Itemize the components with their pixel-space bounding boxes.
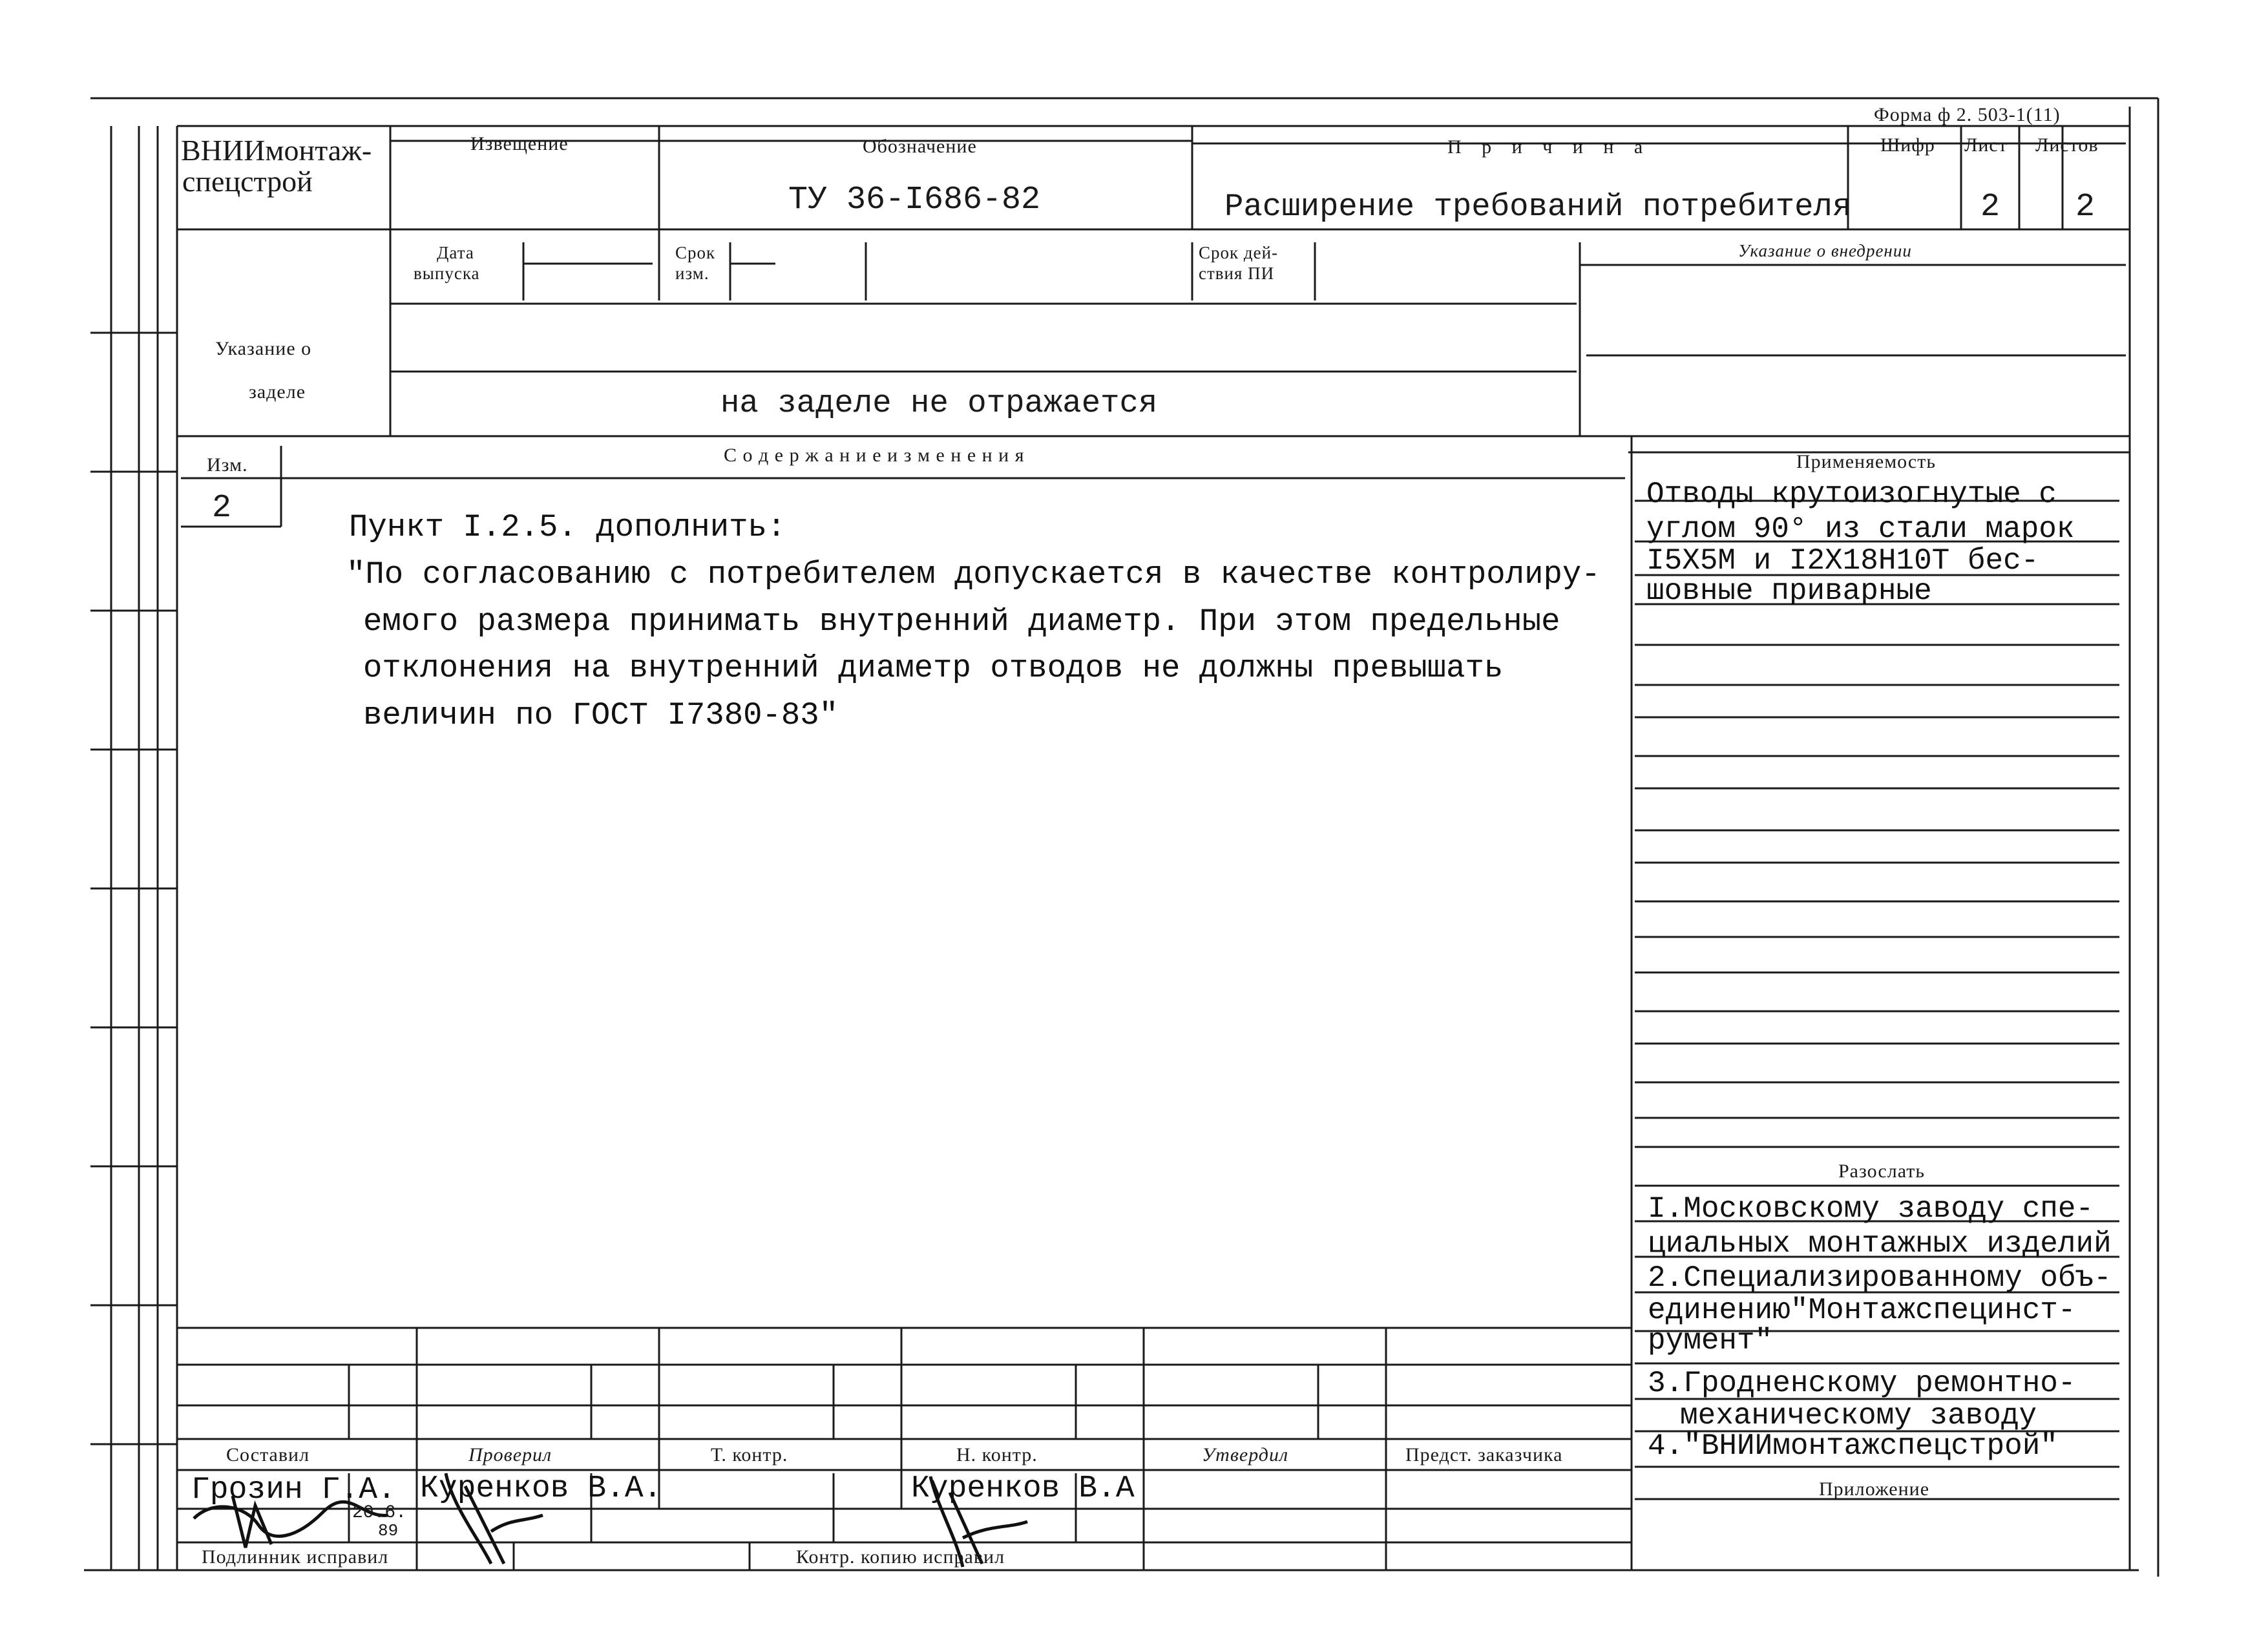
backlog-label-1: Указание о <box>215 338 312 359</box>
issue-date-label-1: Дата <box>437 243 474 262</box>
customer-label: Предст. заказчика <box>1405 1444 1563 1465</box>
content-header: С о д е р ж а н и е и з м е н е н и я <box>724 445 1025 466</box>
content-line-3: емого размера принимать внутренний диаметр. При этом предельные <box>363 604 1560 640</box>
change-term-label-2: изм. <box>675 264 709 283</box>
applicability-line-2: углом 90° из стали марок <box>1646 512 2075 546</box>
reason-value: Расширение требований потребителя <box>1224 189 1852 225</box>
distribution-label: Разослать <box>1838 1161 1926 1182</box>
distribution-line-4: единению"Монтажспецинст- <box>1648 1294 2076 1327</box>
distribution-line-5: румент" <box>1648 1324 1773 1358</box>
content-line-2: "По согласованию с потребителем допускается в качестве контролиру- <box>346 556 1601 593</box>
sheets-value: 2 <box>2075 189 2095 226</box>
content-line-4: отклонения на внутренний диаметр отводов не должны превышать <box>363 650 1504 686</box>
backlog-label-2: заделе <box>249 381 306 403</box>
tech-control-label: Т. контр. <box>711 1444 788 1465</box>
organization-line-1: ВНИИмонтаж- <box>181 134 372 167</box>
sheet-label: Лист <box>1964 134 2008 156</box>
distribution-line-7: механическому заводу <box>1680 1399 2037 1433</box>
original-corrected-label: Подлинник исправил <box>202 1546 389 1568</box>
organization-line-2: спецстрой <box>182 165 313 198</box>
date-note-2: 89 <box>378 1521 399 1540</box>
implementation-label: Указание о внедрении <box>1738 241 1912 260</box>
checked-name: Куренков В.А. <box>420 1471 662 1506</box>
notice-label: Извещение <box>470 133 569 154</box>
distribution-line-1: I.Московскому заводу спе- <box>1648 1192 2094 1226</box>
applicability-label: Применяемость <box>1796 451 1937 472</box>
sheets-label: Листов <box>2035 134 2099 156</box>
applicability-line-3: I5Х5М и I2Х18Н10Т бес- <box>1646 544 2039 578</box>
distribution-line-3: 2.Специализированному объ- <box>1648 1261 2112 1295</box>
distribution-line-2: циальных монтажных изделий <box>1648 1227 2112 1261</box>
issue-date-label-2: выпуска <box>414 264 480 283</box>
applicability-line-1: Отводы крутоизогнутые с <box>1646 478 2057 511</box>
validity-label-1: Срок дей- <box>1199 243 1279 262</box>
reason-label: П р и ч и н а <box>1447 136 1651 158</box>
norm-control-label: Н. контр. <box>956 1444 1038 1465</box>
change-term-label-1: Срок <box>675 243 716 262</box>
change-number-label: Изм. <box>207 454 248 476</box>
content-line-1: Пункт I.2.5. дополнить: <box>349 509 786 545</box>
validity-label-2: ствия ПИ <box>1199 264 1275 283</box>
compiled-label: Составил <box>226 1444 310 1465</box>
designation-label: Обозначение <box>863 136 977 157</box>
date-note-1: 20.6. <box>352 1503 407 1523</box>
designation-value: ТУ 36-I686-82 <box>788 182 1041 218</box>
compiled-name: Грозин Г.А. <box>191 1473 396 1507</box>
content-line-5: величин по ГОСТ I7380-83" <box>363 697 839 733</box>
backlog-value: на заделе не отражается <box>720 385 1158 421</box>
change-number-value: 2 <box>212 490 232 527</box>
distribution-line-8: 4."ВНИИмонтажспецстрой" <box>1648 1429 2058 1463</box>
copy-corrected-label: Контр. копию исправил <box>796 1546 1005 1568</box>
norm-control-name: Куренков В.А <box>911 1471 1135 1506</box>
form-number: Форма ф 2. 503-1(11) <box>1874 104 2061 125</box>
attachment-label: Приложение <box>1819 1478 1930 1500</box>
checked-label: Проверил <box>468 1444 552 1465</box>
cipher-label: Шифр <box>1880 134 1935 156</box>
distribution-line-6: 3.Гродненскому ремонтно- <box>1648 1367 2076 1400</box>
applicability-line-4: шовные приварные <box>1646 574 1932 608</box>
sheet-value: 2 <box>1980 189 2000 226</box>
approved-label: Утвердил <box>1202 1444 1289 1465</box>
